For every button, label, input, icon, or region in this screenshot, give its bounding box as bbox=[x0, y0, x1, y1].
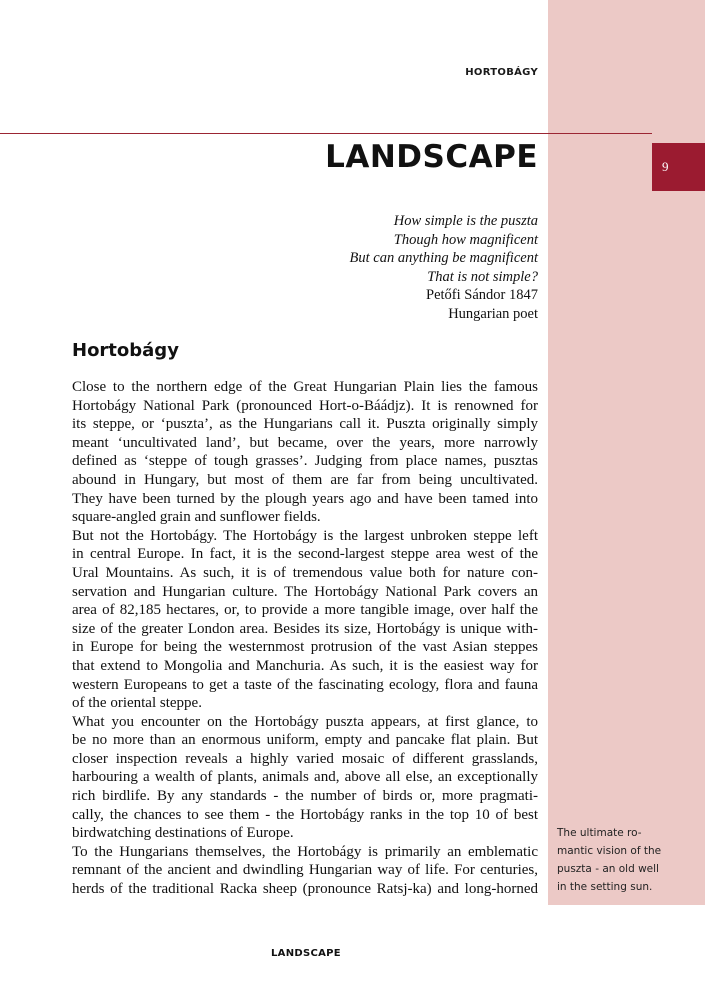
body-line: its steppe, or ‘puszta’, as the Hungarians call it. Puszta originally simply bbox=[72, 416, 538, 433]
photo-caption bbox=[557, 824, 697, 896]
body-line: meant ‘uncultivated land’, but became, over the years, more narrowly bbox=[72, 434, 538, 451]
page-number-tab: 9 bbox=[652, 143, 705, 191]
body-line: defined as ‘steppe of tough grasses’. Judging from place names, pusztas bbox=[72, 453, 538, 470]
epigraph bbox=[350, 212, 538, 324]
body-line: To the Hungarians themselves, the Hortobágy is primarily an emblematic bbox=[72, 843, 538, 860]
section-title: Hortobágy bbox=[72, 340, 179, 361]
body-line: area of 82,185 hectares, or, to provide a more tangible image, over half the bbox=[72, 602, 538, 619]
body-line: closer inspection reveals a highly varied mosaic of different grasslands, bbox=[72, 750, 538, 767]
body-line: Hortobágy National Park (pronounced Hort-o-Báádjz). It is renowned for bbox=[72, 397, 538, 414]
body-line: They have been turned by the plough years ago and have been tamed into bbox=[72, 490, 538, 507]
body-line: of the oriental steppe. bbox=[72, 695, 202, 712]
body-line: birdwatching destinations of Europe. bbox=[72, 825, 294, 842]
body-line: in Europe for being the westernmost protrusion of the vast Asian steppes bbox=[72, 639, 538, 656]
body-line: abound in Hungary, but most of them are far from being uncultivated. bbox=[72, 471, 538, 488]
body-line: Close to the northern edge of the Great Hungarian Plain lies the famous bbox=[72, 379, 538, 395]
body-line: But not the Hortobágy. The Hortobágy is the largest unbroken steppe left bbox=[72, 527, 538, 544]
caption-line: in the setting sun. bbox=[557, 881, 653, 893]
body-line: western Europeans to get a taste of the fascinating ecology, flora and fauna bbox=[72, 676, 538, 693]
epigraph-author-role: Hungarian poet bbox=[448, 305, 538, 322]
running-footer: LANDSCAPE bbox=[271, 948, 341, 959]
epigraph-line: That is not simple? bbox=[427, 268, 538, 285]
epigraph-line: Though how magnificent bbox=[393, 231, 538, 248]
body-line: What you encounter on the Hortobágy puszta appears, at first glance, to bbox=[72, 713, 538, 730]
body-line: in central Europe. In fact, it is the second-largest steppe area west of the bbox=[72, 546, 538, 563]
epigraph-author: Petőfi Sándor 1847 bbox=[426, 287, 538, 304]
body-line: servation and Hungarian culture. The Hortobágy National Park covers an bbox=[72, 583, 538, 600]
running-header: HORTOBÁGY bbox=[465, 67, 538, 78]
header-rule bbox=[0, 133, 652, 134]
body-line: be no more than an enormous uniform, empty and pancake flat plain. But bbox=[72, 732, 538, 749]
epigraph-line: But can anything be magnificent bbox=[349, 250, 538, 267]
margin-sidebar bbox=[548, 0, 705, 905]
body-line: cally, the chances to see them - the Hortobágy ranks in the top 10 of best bbox=[72, 806, 538, 823]
body-line: harbouring a wealth of plants, animals and, above all else, an exceptionally bbox=[72, 769, 538, 786]
body-line: that extend to Mongolia and Manchuria. As such, it is the easiest way for bbox=[72, 657, 538, 674]
epigraph-line: How simple is the puszta bbox=[393, 213, 538, 229]
body-line: rich birdlife. By any standards - the number of birds or, more pragmati- bbox=[72, 788, 538, 805]
chapter-title: LANDSCAPE bbox=[325, 139, 538, 175]
body-line: size of the greater London area. Besides its size, Hortobágy is unique with- bbox=[72, 620, 538, 637]
body-line: remnant of the ancient and dwindling Hungarian way of life. For centuries, bbox=[72, 862, 538, 879]
body-line: herds of the traditional Racka sheep (pronounce Ratsj-ka) and long-horned bbox=[72, 881, 538, 898]
body-text bbox=[72, 378, 538, 899]
caption-line: mantic vision of the bbox=[557, 845, 662, 857]
body-line: square-angled grain and sunflower fields. bbox=[72, 509, 321, 526]
body-line: Ural Mountains. As such, it is of tremendous value both for nature con- bbox=[72, 564, 538, 581]
caption-line: The ultimate ro- bbox=[557, 827, 642, 839]
caption-line: puszta - an old well bbox=[557, 863, 659, 875]
